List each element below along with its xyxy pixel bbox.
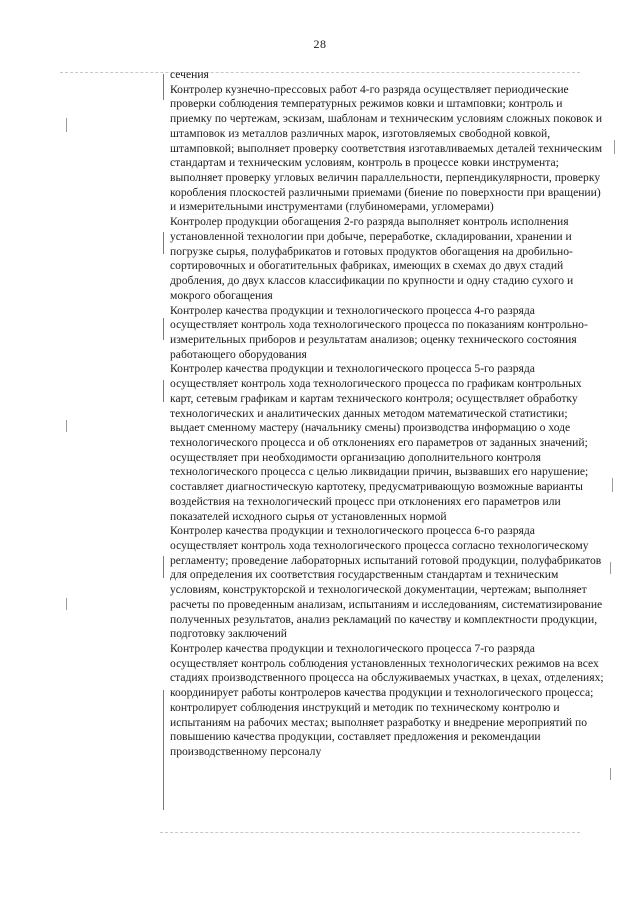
paragraph-continuation: сечения [170, 68, 209, 81]
paragraph-enrichment-inspector: Контролер продукции обогащения 2-го разряда выполняет контроль исполнения установленной технологии при добыче, переработке, складировании, хранении и погрузке сырья, полуфабрикатов и готовых продуктов обогащения на дробильно-сортировочных и обогатительных фабриках, имеющих в схемах до двух стадий дробления, до двух классов классификации по крупности и одну стадию сухого и мокрого обогащения [170, 215, 574, 302]
bottom-scan-artifact-line [160, 832, 580, 833]
scan-mark-left-1 [66, 118, 67, 132]
scan-mark-right-4 [610, 768, 611, 780]
margin-bar-2 [163, 232, 164, 254]
paragraph-quality-inspector-4: Контролер качества продукции и технологического процесса 4-го разряда осуществляет контроль хода технологического процесса по показаниям контрольно-измерительных приборов и результатам анализов; оценку технического состояния работающего оборудования [170, 303, 588, 361]
margin-bar-6 [163, 690, 164, 810]
paragraph-forging-inspector: Контролер кузнечно-прессовых работ 4-го разряда осуществляет периодические проверки соблюдения температурных режимов ковки и штамповки; контроль и приемку по чертежам, эскизам, шаблонам и техническим условиям сложных поковок и штамповок из металлов различных марок, изготовляемых свободной ковкой, штамповкой; выполняет проверку соответствия изготавливаемых деталей техническим стандартам и техническим условиям, контроль в процессе ковки инструмента; выполняет проверку угловых величин параллельности, перпендикулярности, проверку коробления плоскостей различными приемами (биение по поверхности при вращении) и измерительными инструментами (глубиномерами, угломерами) [170, 82, 603, 214]
margin-bar-5 [163, 556, 164, 578]
paragraph-quality-inspector-6: Контролер качества продукции и технологического процесса 6-го разряда осуществляет контроль хода технологического процесса согласно технологическому регламенту; проведение лабораторных испытаний готовой продукции, полуфабрикатов для определения их соответствия государственным стандартам и техническим условиям, конструкторской и технологической документации, чертежам; выполняет расчеты по проведенным анализам, испытаниям и исследованиям, систематизирование полученных результатов, анализ рекламаций по качеству и комплектности продукции, подготовку заключений [170, 524, 603, 641]
scan-mark-left-3 [66, 598, 67, 610]
scan-mark-right-1 [614, 140, 615, 154]
paragraph-quality-inspector-5: Контролер качества продукции и технологического процесса 5-го разряда осуществляет контроль хода технологического процесса по графикам контрольных карт, сетевым графикам и картам технического контроля; осуществляет обработку технологических и аналитических данных методом математической статистики; выдает сменному мастеру (начальнику смены) производства информацию о ходе технологического процесса и об отклонениях его параметров от заданных значений; осуществляет при необходимости организацию дополнительного контроля технологического процесса с целью ликвидации причин, вызвавших его нарушение; составляет диагностическую картотеку, предусматривающую возможные варианты воздействия на технологический процесс при отклонениях его параметров или показателей исходного сырья от установленных нормой [170, 362, 589, 523]
scan-mark-right-3 [610, 562, 611, 574]
paragraph-quality-inspector-7: Контролер качества продукции и технологического процесса 7-го разряда осуществляет контроль соблюдения установленных технологических режимов на всех стадиях производственного процесса на обслуживаемых участках, в цехах, отделениях; координирует работы контролеров качества продукции и технологического процесса; контролирует соблюдения инструкций и методик по техническому контролю и испытаниям на рабочих местах; выполняет разработку и внедрение мероприятий по повышению качества продукции, составляет предложения и рекомендации производственному персоналу [170, 642, 604, 759]
margin-bar-4 [163, 380, 164, 402]
page-number: 28 [313, 37, 327, 51]
margin-bar-3 [163, 318, 164, 340]
margin-bar-1 [163, 74, 164, 100]
scan-mark-right-2 [612, 478, 613, 492]
document-body [170, 68, 604, 760]
scan-mark-left-2 [66, 420, 67, 432]
